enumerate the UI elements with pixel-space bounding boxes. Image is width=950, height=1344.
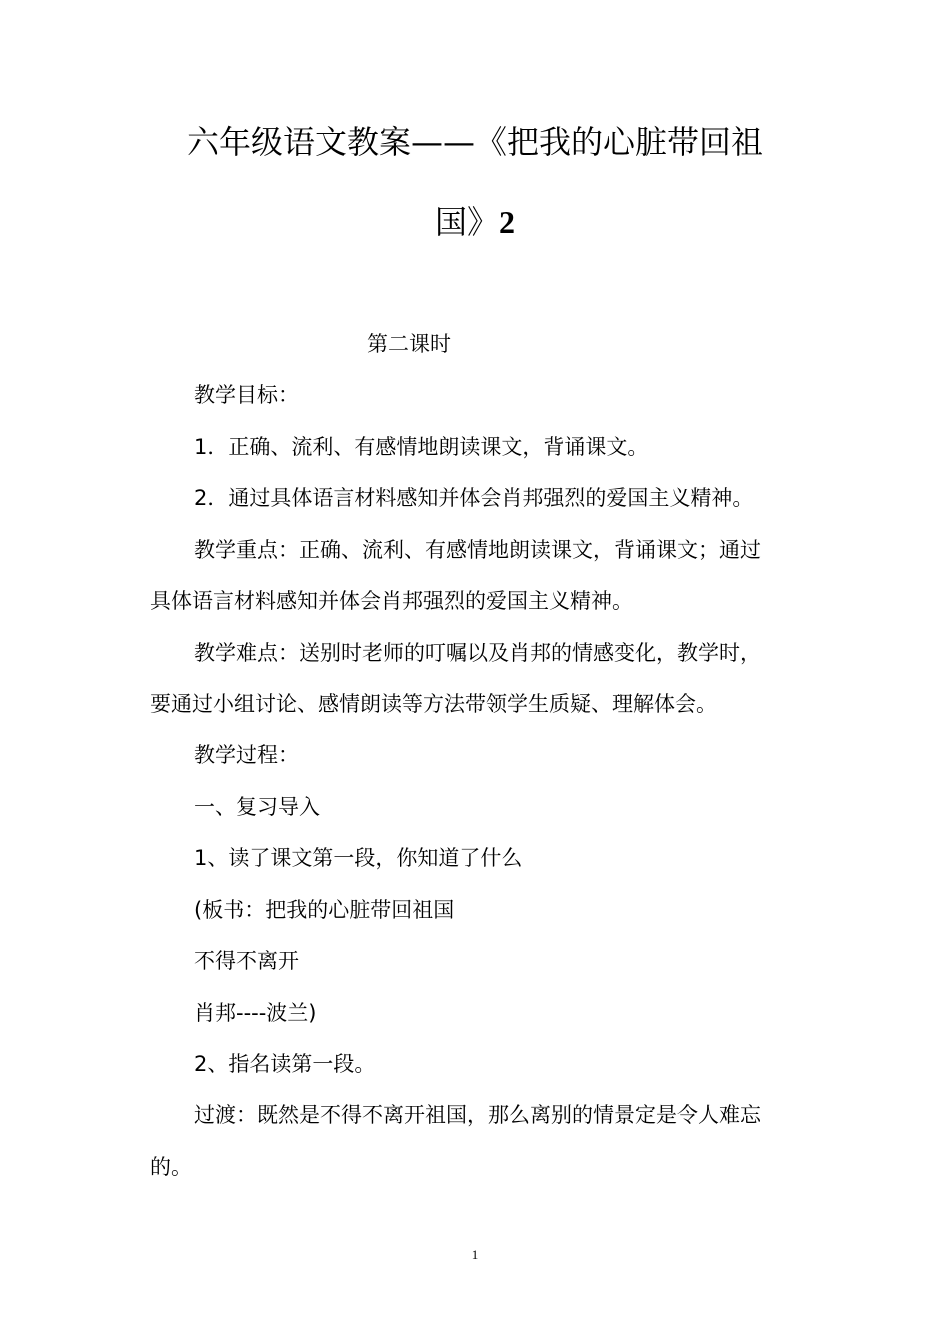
document-title-line-2	[0, 202, 950, 242]
paragraph-difficulties-cont: 要通过小组讨论、感情朗读等方法带领学生质疑、理解体会。	[150, 692, 717, 716]
paragraph-goal-2: 2．通过具体语言材料感知并体会肖邦强烈的爱国主义精神。	[194, 486, 754, 510]
lesson-subtitle: 第二课时	[367, 332, 451, 356]
title-text-2: 国》	[434, 203, 499, 241]
paragraph-difficulties: 教学难点：送别时老师的叮嘱以及肖邦的情感变化，教学时，	[194, 641, 761, 665]
paragraph-transition-cont: 的。	[150, 1155, 192, 1179]
paragraph-step-2: 2、指名读第一段。	[194, 1052, 376, 1076]
document-title-line-1	[0, 122, 950, 162]
paragraph-board-line-2: 不得不离开	[194, 949, 299, 973]
paragraph-section-1: 一、复习导入	[194, 795, 320, 819]
title-text-1: 六年级语文教案——《把我的心脏带回祖	[186, 123, 763, 161]
paragraph-teaching-goals-heading: 教学目标：	[194, 383, 299, 407]
paragraph-transition: 过渡：既然是不得不离开祖国，那么离别的情景定是令人难忘	[194, 1103, 761, 1127]
paragraph-process-heading: 教学过程：	[194, 743, 299, 767]
paragraph-step-1: 1、读了课文第一段，你知道了什么	[194, 846, 523, 870]
paragraph-board-line-3: 肖邦----波兰)	[194, 1001, 317, 1025]
paragraph-key-points-cont: 具体语言材料感知并体会肖邦强烈的爱国主义精神。	[150, 589, 633, 613]
page-number: 1	[471, 1247, 479, 1262]
paragraph-board-notes: (板书：把我的心脏带回祖国	[194, 898, 455, 922]
paragraph-goal-1: 1．正确、流利、有感情地朗读课文，背诵课文。	[194, 435, 649, 459]
title-number: 2	[499, 204, 515, 240]
paragraph-key-points: 教学重点：正确、流利、有感情地朗读课文，背诵课文；通过	[194, 538, 761, 562]
